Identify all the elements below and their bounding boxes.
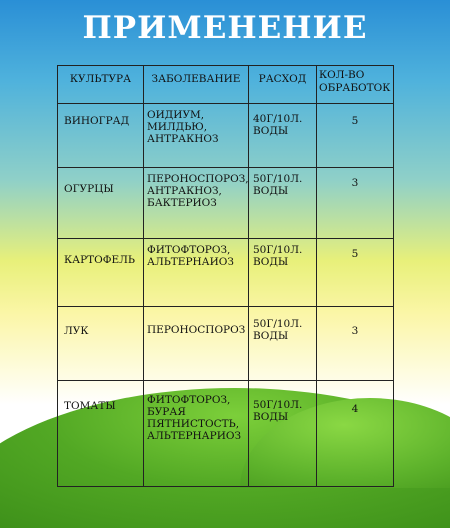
table-row xyxy=(58,104,394,168)
application-table xyxy=(57,65,394,487)
table-row xyxy=(58,239,394,307)
header-rate: РАСХОД xyxy=(249,66,317,104)
cell-disease: ФИТОФТОРОЗ, АЛЬТЕРНАИОЗ xyxy=(144,239,249,307)
cell-disease: ОИДИУМ, МИЛДЬЮ, АНТРАКНОЗ xyxy=(144,104,249,168)
cell-rate: 40Г/10Л. ВОДЫ xyxy=(249,104,317,168)
cell-rate: 50Г/10Л. ВОДЫ xyxy=(249,168,317,239)
header-count: КОЛ-ВО ОБРАБОТОК xyxy=(317,66,394,104)
page-title: ПРИМЕНЕНИЕ xyxy=(82,10,368,46)
cell-crop: ТОМАТЫ xyxy=(58,381,144,487)
cell-crop: ВИНОГРАД xyxy=(58,104,144,168)
header-crop: КУЛЬТУРА xyxy=(58,66,144,104)
cell-disease: ФИТОФТОРОЗ, БУРАЯ ПЯТНИСТОСТЬ, АЛЬТЕРНАРИОЗ xyxy=(144,381,249,487)
cell-count: 3 xyxy=(317,168,394,239)
table-row xyxy=(58,307,394,381)
table-row xyxy=(58,168,394,239)
cell-crop: ЛУК xyxy=(58,307,144,381)
cell-crop: КАРТОФЕЛЬ xyxy=(58,239,144,307)
table-header-row xyxy=(58,66,394,104)
cell-count: 5 xyxy=(317,239,394,307)
cell-disease: ПЕРОНОСПОРОЗ xyxy=(144,307,249,381)
cell-crop: ОГУРЦЫ xyxy=(58,168,144,239)
table-row xyxy=(58,381,394,487)
cell-count: 3 xyxy=(317,307,394,381)
cell-rate: 50Г/10Л. ВОДЫ xyxy=(249,239,317,307)
cell-disease: ПЕРОНОСПОРОЗ, АНТРАКНОЗ, БАКТЕРИОЗ xyxy=(144,168,249,239)
cell-rate: 50Г/10Л. ВОДЫ xyxy=(249,307,317,381)
header-disease: ЗАБОЛЕВАНИЕ xyxy=(144,66,249,104)
cell-count: 5 xyxy=(317,104,394,168)
cell-rate: 50Г/10Л. ВОДЫ xyxy=(249,381,317,487)
cell-count: 4 xyxy=(317,381,394,487)
